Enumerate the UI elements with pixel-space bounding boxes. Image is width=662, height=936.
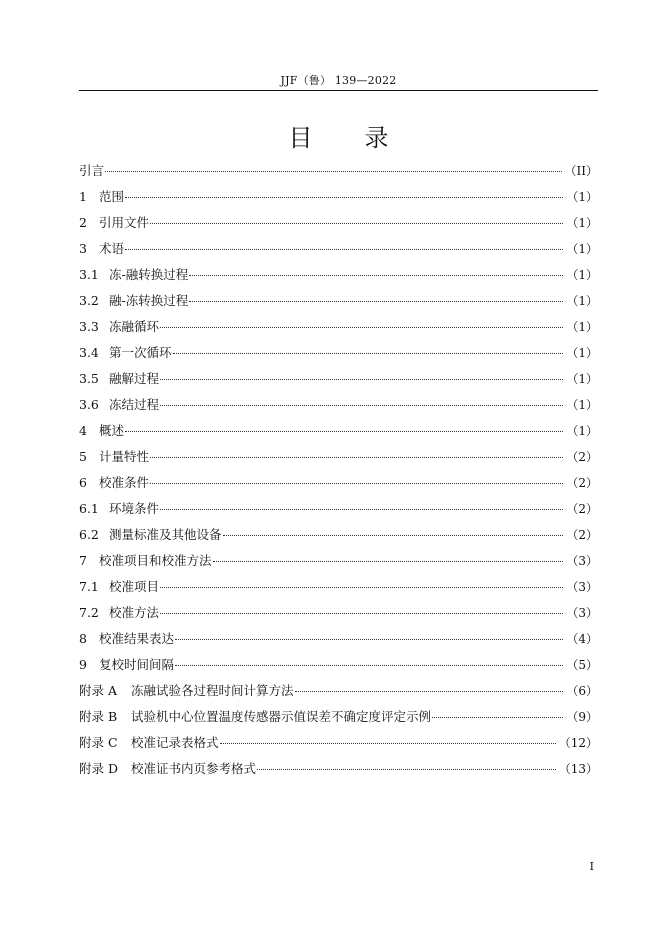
toc-dot-leader <box>160 379 563 380</box>
toc-entry-page: （2） <box>566 476 598 490</box>
document-header: JJF（鲁） 139—2022 <box>280 74 397 87</box>
toc-entry-title: 融解过程 <box>109 371 160 386</box>
toc-entry-title: 引言 <box>79 163 105 178</box>
toc-entry[interactable] <box>79 213 598 239</box>
toc-dot-leader <box>160 509 563 510</box>
toc-title <box>79 118 598 153</box>
toc-entry-title: 融-冻转换过程 <box>109 293 189 308</box>
toc-dot-leader <box>189 301 563 302</box>
toc-entry[interactable] <box>79 759 598 785</box>
toc-entry[interactable] <box>79 629 598 655</box>
toc-entry-number: 附录 A <box>79 683 118 698</box>
toc-dot-leader <box>220 743 556 744</box>
toc-dot-leader <box>175 665 563 666</box>
toc-entry-title: 引用文件 <box>99 215 150 230</box>
toc-entry[interactable] <box>79 161 598 187</box>
toc-entry[interactable] <box>79 369 598 395</box>
toc-entry[interactable] <box>79 551 598 577</box>
toc-dot-leader <box>125 431 563 432</box>
toc-entry-page: （1） <box>566 242 598 256</box>
toc-entry[interactable] <box>79 291 598 317</box>
toc-entry-page: （1） <box>566 424 598 438</box>
toc-entry-title: 校准证书内页参考格式 <box>131 761 257 776</box>
toc-entry-page: （1） <box>566 268 598 282</box>
toc-entry[interactable] <box>79 421 598 447</box>
toc-entry-title: 概述 <box>99 423 125 438</box>
toc-entry-page: （3） <box>566 554 598 568</box>
toc-dot-leader <box>125 249 563 250</box>
toc-entry-title: 校准记录表格式 <box>131 735 219 750</box>
toc-dot-leader <box>189 275 563 276</box>
toc-entry-title: 冻融试验各过程时间计算方法 <box>131 683 294 698</box>
toc-entry-number: 3 <box>79 241 87 256</box>
toc-entry[interactable] <box>79 577 598 603</box>
toc-dot-leader <box>432 717 563 718</box>
toc-entry-page: （13） <box>558 762 598 776</box>
toc-entry[interactable] <box>79 317 598 343</box>
toc-dot-leader <box>223 535 564 536</box>
toc-entry-title: 校准方法 <box>109 605 160 620</box>
toc-entry[interactable] <box>79 395 598 421</box>
toc-entry-page: （2） <box>566 502 598 516</box>
toc-dot-leader <box>295 691 564 692</box>
toc-entry[interactable] <box>79 733 598 759</box>
toc-entry-page: （3） <box>566 580 598 594</box>
toc-entry-page: （2） <box>566 528 598 542</box>
toc-dot-leader <box>150 483 563 484</box>
toc-dot-leader <box>213 561 564 562</box>
toc-entry[interactable] <box>79 603 598 629</box>
toc-entry-number: 3.3 <box>79 319 99 334</box>
toc-entry[interactable] <box>79 473 598 499</box>
table-of-contents <box>79 161 598 785</box>
toc-entry-title: 环境条件 <box>109 501 160 516</box>
toc-entry-page: （1） <box>566 294 598 308</box>
toc-entry-number: 6.2 <box>79 527 99 542</box>
toc-dot-leader <box>105 171 562 172</box>
toc-entry-number: 3.2 <box>79 293 99 308</box>
toc-entry[interactable] <box>79 343 598 369</box>
toc-entry-page: （1） <box>566 216 598 230</box>
toc-entry-page: （1） <box>566 346 598 360</box>
toc-dot-leader <box>150 223 563 224</box>
header-rule <box>79 90 598 91</box>
toc-entry-number: 7.1 <box>79 579 99 594</box>
toc-entry-title: 范围 <box>99 189 125 204</box>
toc-dot-leader <box>125 197 563 198</box>
toc-entry-title: 校准项目和校准方法 <box>99 553 212 568</box>
toc-entry-number: 6.1 <box>79 501 99 516</box>
toc-entry-number: 6 <box>79 475 87 490</box>
toc-entry[interactable] <box>79 265 598 291</box>
toc-entry-title: 校准条件 <box>99 475 150 490</box>
toc-entry-number: 3.4 <box>79 345 99 360</box>
toc-entry-page: （6） <box>566 684 598 698</box>
toc-entry-title: 术语 <box>99 241 125 256</box>
toc-entry-number: 1 <box>79 189 87 204</box>
toc-entry-title: 测量标准及其他设备 <box>109 527 222 542</box>
toc-entry-number: 2 <box>79 215 87 230</box>
toc-entry-page: （5） <box>566 658 598 672</box>
toc-entry-title: 冻-融转换过程 <box>109 267 189 282</box>
toc-entry-number: 3.1 <box>79 267 99 282</box>
toc-entry-number: 3.6 <box>79 397 99 412</box>
toc-entry-page: （3） <box>566 606 598 620</box>
toc-entry[interactable] <box>79 525 598 551</box>
toc-entry-number: 附录 B <box>79 709 118 724</box>
toc-dot-leader <box>160 405 563 406</box>
toc-title-right: 录 <box>364 124 389 152</box>
toc-entry[interactable] <box>79 447 598 473</box>
toc-entry-title: 校准结果表达 <box>99 631 175 646</box>
toc-entry-page: （9） <box>566 710 598 724</box>
toc-entry-number: 8 <box>79 631 87 646</box>
toc-entry-page: （1） <box>566 190 598 204</box>
toc-entry-title: 校准项目 <box>109 579 160 594</box>
toc-entry-title: 冻融循环 <box>109 319 160 334</box>
toc-entry-page: （1） <box>566 372 598 386</box>
toc-entry-title: 第一次循环 <box>109 345 172 360</box>
toc-entry-number: 9 <box>79 657 87 672</box>
toc-entry-number: 7.2 <box>79 605 99 620</box>
toc-entry-page: （2） <box>566 450 598 464</box>
toc-entry-page: （4） <box>566 632 598 646</box>
toc-entry-number: 4 <box>79 423 87 438</box>
toc-entry[interactable] <box>79 681 598 707</box>
toc-dot-leader <box>160 613 563 614</box>
toc-entry-title: 复校时间间隔 <box>99 657 175 672</box>
toc-entry[interactable] <box>79 187 598 213</box>
toc-entry-title: 试验机中心位置温度传感器示值误差不确定度评定示例 <box>131 709 432 724</box>
toc-dot-leader <box>160 327 563 328</box>
toc-entry-number: 7 <box>79 553 87 568</box>
page-number: I <box>589 860 594 873</box>
toc-entry-page: （1） <box>566 320 598 334</box>
toc-dot-leader <box>173 353 564 354</box>
toc-entry-number: 附录 C <box>79 735 118 750</box>
toc-entry-title: 冻结过程 <box>109 397 160 412</box>
toc-dot-leader <box>175 639 563 640</box>
toc-title-left: 目 <box>288 124 313 152</box>
toc-dot-leader <box>150 457 563 458</box>
toc-entry-page: （12） <box>558 736 598 750</box>
toc-entry[interactable] <box>79 239 598 265</box>
toc-entry[interactable] <box>79 499 598 525</box>
toc-entry-number: 5 <box>79 449 87 464</box>
toc-entry-title: 计量特性 <box>99 449 150 464</box>
toc-entry[interactable] <box>79 655 598 681</box>
toc-entry-number: 3.5 <box>79 371 99 386</box>
toc-dot-leader <box>160 587 563 588</box>
toc-entry-page: （II） <box>564 164 598 178</box>
toc-entry-number: 附录 D <box>79 761 118 776</box>
toc-entry[interactable] <box>79 707 598 733</box>
toc-entry-page: （1） <box>566 398 598 412</box>
toc-dot-leader <box>257 769 556 770</box>
